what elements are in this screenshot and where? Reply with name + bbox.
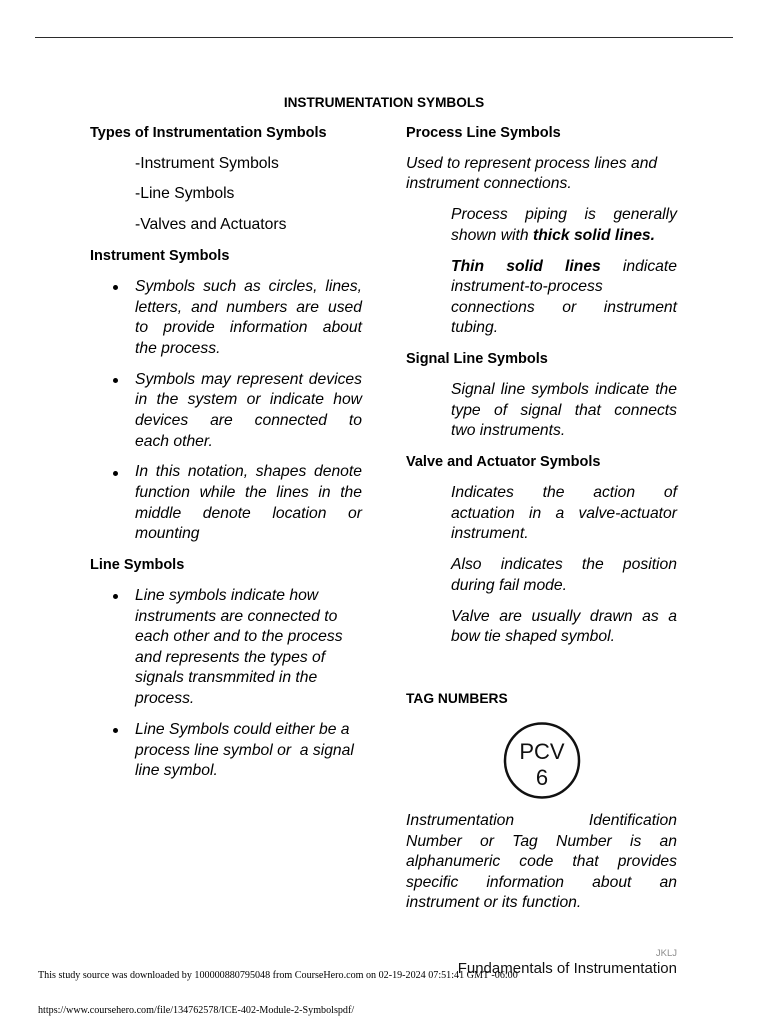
text-line: alphanumeric code that provides — [406, 853, 677, 871]
text-line: Symbols may represent devices — [135, 370, 362, 388]
text-line: Valve are usually drawn as a — [451, 607, 677, 625]
source-url: https://www.coursehero.com/file/134762578/ICE-402-Module-2-Symbolspdf/ — [38, 1005, 355, 1016]
text-line: specific information about an — [406, 873, 677, 891]
text-line: line symbol. — [135, 762, 218, 780]
text-line: instrument. — [451, 525, 529, 543]
paragraph-valve-action — [406, 483, 677, 545]
text-line — [451, 226, 677, 247]
type-item-line-symbols: -Line Symbols — [135, 185, 235, 203]
heading-signal-line-symbols: Signal Line Symbols — [406, 351, 548, 368]
page-title: INSTRUMENTATION SYMBOLS — [283, 95, 485, 110]
tag-number: 6 — [535, 764, 548, 790]
text-line: instrument connections. — [406, 175, 572, 193]
empty-paragraph — [406, 658, 677, 679]
text-line: Number or Tag Number is an — [406, 832, 677, 850]
bullet-icon — [113, 594, 118, 599]
heading-instrument-symbols: Instrument Symbols — [90, 248, 230, 265]
paragraph-process-piping — [406, 205, 677, 246]
bullet-item — [90, 586, 362, 710]
text-line: Instrumentation Identification — [406, 812, 677, 829]
text-line: devices are connected to — [135, 412, 362, 429]
text-line: Symbols such as circles, lines, — [135, 278, 362, 296]
paragraph-process-line-intro — [406, 154, 677, 195]
text-line — [451, 257, 677, 278]
text-line: each other. — [135, 432, 213, 450]
download-notice: This study source was downloaded by 100000880795048 from CourseHero.com on 02-19-2024 07:51:41 GMT -06:00 — [38, 970, 518, 981]
text-line: function while the lines in the — [135, 484, 362, 502]
text-line: two instruments. — [451, 422, 566, 440]
right-column — [406, 123, 677, 925]
text-line: in the system or indicate how — [135, 391, 362, 409]
text-segment: indicate — [600, 257, 677, 275]
bullet-item — [90, 462, 362, 544]
text-line: process. — [135, 690, 195, 708]
emphasis-thick-solid-lines: thick solid lines. — [532, 226, 656, 244]
text-line: letters, and numbers are used — [135, 298, 362, 316]
text-line: instrument-to-process — [451, 278, 603, 296]
text-line: Indicates the action of — [451, 484, 677, 502]
text-line: Used to represent process lines and — [406, 154, 658, 172]
bullet-item — [90, 720, 362, 782]
bullet-icon — [113, 285, 118, 290]
instrument-bubble-icon — [502, 720, 582, 801]
type-item-valves-actuators: -Valves and Actuators — [135, 216, 287, 234]
heading-process-line-symbols: Process Line Symbols — [406, 124, 561, 141]
text-line: each other and to the process — [135, 628, 343, 646]
heading-valve-actuator-symbols: Valve and Actuator Symbols — [406, 454, 601, 471]
bullet-item — [90, 277, 362, 359]
paragraph-tag-number-description — [406, 811, 677, 914]
text-line: during fail mode. — [451, 576, 567, 594]
text-line: tubing. — [451, 319, 499, 337]
text-line: type of signal that connects — [451, 401, 677, 419]
tag-figure — [406, 720, 677, 801]
text-line: instruments are connected to — [135, 607, 338, 625]
bullet-icon — [113, 728, 118, 733]
bullet-icon — [113, 471, 118, 476]
author-initials: JKLJ — [655, 948, 677, 959]
text-line: In this notation, shapes denote — [135, 463, 362, 481]
text-line: Line Symbols could either be a — [135, 720, 350, 738]
paragraph-valve-bow-tie — [406, 607, 677, 648]
tag-letters: PCV — [518, 738, 565, 764]
heading-tag-numbers: TAG NUMBERS — [406, 691, 508, 707]
text-line: process line symbol or a signal — [135, 741, 354, 759]
type-item-instrument-symbols: -Instrument Symbols — [135, 154, 279, 172]
text-line: Process piping is generally — [451, 206, 677, 224]
text-line: mounting — [135, 525, 200, 543]
text-line: middle denote location or — [135, 504, 362, 522]
paragraph-valve-fail-mode — [406, 555, 677, 596]
text-line: Also indicates the position — [451, 556, 677, 574]
text-line: the process. — [135, 339, 221, 357]
bullet-item — [90, 370, 362, 452]
text-line: Signal line symbols indicate the — [451, 381, 677, 399]
text-line: connections or instrument — [451, 298, 677, 316]
text-line: bow tie shaped symbol. — [451, 628, 615, 646]
text-line: instrument or its function. — [406, 894, 582, 912]
text-segment: shown with — [451, 226, 533, 244]
paragraph-signal-line — [406, 380, 677, 442]
text-line: and represents the types of — [135, 648, 326, 666]
text-line: Line symbols indicate how — [135, 587, 319, 605]
course-title-footer: Fundamentals of Instrumentation — [457, 960, 677, 977]
text-line: signals transmmited in the — [135, 669, 318, 687]
bullet-icon — [113, 378, 118, 383]
top-rule — [35, 37, 733, 38]
emphasis-thin-solid-lines: Thin solid lines — [451, 257, 601, 275]
paragraph-thin-solid-lines — [406, 257, 677, 339]
heading-line-symbols: Line Symbols — [90, 557, 185, 574]
heading-types-of-symbols: Types of Instrumentation Symbols — [90, 124, 327, 141]
text-line: actuation in a valve-actuator — [451, 504, 677, 522]
left-column — [90, 123, 362, 792]
text-line: to provide information about — [135, 319, 362, 337]
